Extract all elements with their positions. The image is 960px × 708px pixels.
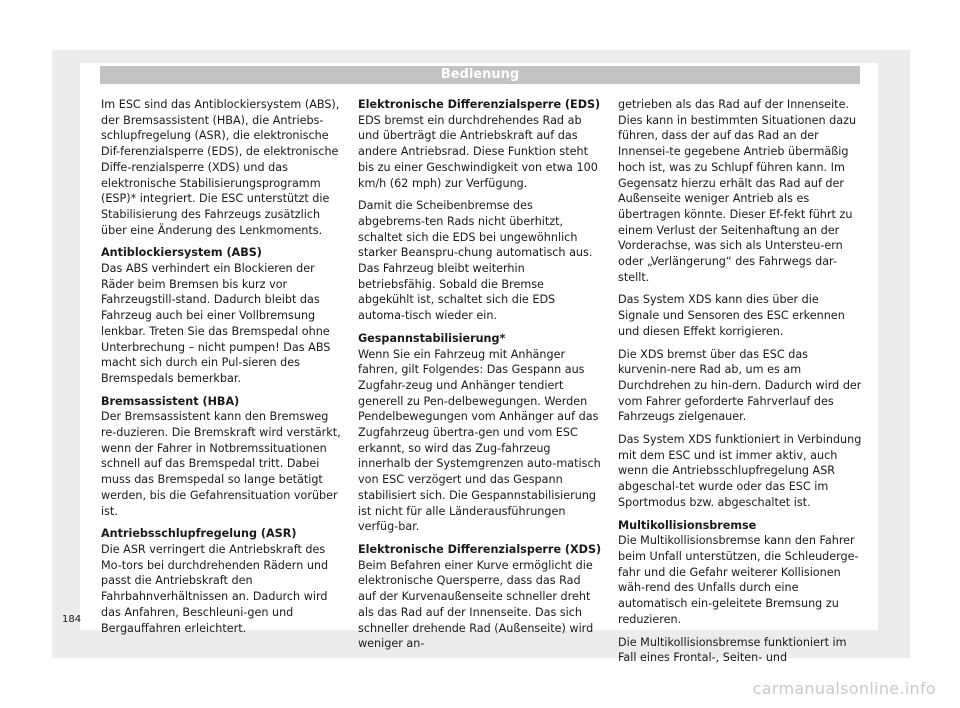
text-column-1 xyxy=(101,97,345,643)
paragraph-mkb-2: Die Multikollisionsbremse funktioniert im Fall eines Frontal-, Seiten- und xyxy=(618,635,847,665)
heading-hba: Bremsassistent (HBA) xyxy=(101,394,240,408)
paragraph-asr: Die ASR verringert die Antriebskraft des Mo-tors bei durchdrehenden Rädern und passt die Antriebskraft den Fahrbahnverhältnissen an. Dadurch wird das Anfahren, Beschleuni-gen und Bergauffahren erleichtert. xyxy=(101,542,329,635)
header-bar xyxy=(100,66,860,84)
text-column-2 xyxy=(358,97,602,659)
watermark: carmanualsonline.info xyxy=(752,679,936,698)
heading-gespann: Gespannstabilisierung* xyxy=(358,331,506,345)
text-column-3 xyxy=(618,97,862,673)
heading-mkb: Multikollisionsbremse xyxy=(618,518,757,532)
paragraph-mkb-1: Die Multikollisionsbremse kann den Fahrer beim Unfall unterstützen, die Schleuderge-fahr und die Gefahr weiterer Kollisionen wäh-rend des Unfalls durch eine automatisch ein-geleitete Bremsung zu reduzieren. xyxy=(618,534,859,626)
heading-xds: Elektronische Differenzialsperre (XDS) xyxy=(358,542,602,556)
paragraph-xds-3: Die XDS bremst über das ESC das kurvenin-nere Rad ab, um es am Durchdrehen zu hin-dern. Dadurch wird der vom Fahrer geforderte Fahrverlauf des Fahrzeugs zielgenauer. xyxy=(618,347,862,424)
heading-abs: Antiblockiersystem (ABS) xyxy=(101,246,262,260)
paragraph-xds-cont: getrieben als das Rad auf der Innenseite. Dies kann in bestimmten Situationen dazu führen, dass der auf das Rad an der Innensei-te gegebene Antrieb übermäßig hoch ist, was zu Schlupf führen kann. Im Gegensatz hierzu erhält das Rad auf der Außenseite weniger Antrieb als es übertragen könnte. Dieser Ef-fekt führt zu einem Verlust der Seitenhaftung an der Vorderachse, was sich als Untersteu-ern oder „Verlängerung“ des Fahrwegs dar-stellt. xyxy=(618,98,857,284)
paragraph-eds-2: Damit die Scheibenbremse des abgebrems-ten Rads nicht überhitzt, schaltet sich die EDS bei ungewöhnlich starker Beanspru-chung automatisch aus. Das Fahrzeug bleibt weiterhin betriebsfähig. Sobald die Bremse abgekühlt ist, schaltet sich die EDS automa-tisch wieder ein. xyxy=(358,199,593,323)
page-number: 184 xyxy=(62,614,82,625)
paragraph-xds-4: Das System XDS funktioniert in Verbindung mit dem ESC und ist immer aktiv, auch wenn die Antriebsschlupfregelung ASR abgeschal-tet wurde oder das ESC im Sportmodus bzw. abgeschaltet ist. xyxy=(618,433,862,509)
paragraph-abs: Das ABS verhindert ein Blockieren der Räder beim Bremsen bis kurz vor Fahrzeugstill-stand. Dadurch bleibt das Fahrzeug auch bei einer Vollbremsung lenkbar. Treten Sie das Bremspedal ohne Unterbrechung – nicht pumpen! Das ABS macht sich durch ein Pul-sieren des Bremspedals bemerkbar. xyxy=(101,262,331,385)
paragraph-intro: Im ESC sind das Antiblockiersystem (ABS), der Bremsassistent (HBA), die Antriebs-schlupfregelung (ASR), die elektronische Dif-ferenzialsperre (EDS), de elektronische Diffe-renzialsperre (XDS) und das elektronische Stabilisierungsprogramm (ESP)* integriert. Die ESC unterstützt die Stabilisierung des Fahrzeugs zusätzlich über eine Änderung des Lenkmoments. xyxy=(101,98,340,237)
paragraph-xds: Beim Befahren einer Kurve ermöglicht die elektronische Quersperre, dass das Rad auf der Kurvenaußenseite schneller dreht als das Rad auf der Innenseite. Das sich schneller drehende Rad (Außenseite) wird weniger an- xyxy=(358,558,594,651)
paragraph-eds-1: EDS bremst ein durchdrehendes Rad ab und überträgt die Antriebskraft auf das andere Antriebsrad. Diese Funktion steht bis zu einer Geschwindigkeit von etwa 100 km/h (62 mph) zur Verfügung. xyxy=(358,113,598,190)
heading-eds: Elektronische Differenzialsperre (EDS) xyxy=(358,98,601,111)
header-title: Bedienung xyxy=(440,67,520,82)
paragraph-gespann: Wenn Sie ein Fahrzeug mit Anhänger fahren, gilt Folgendes: Das Gespann aus Zugfahr-zeug und Anhänger tendiert generell zu Pen-delbewegungen. Werden Pendelbewegungen vom Anhänger auf das Zugfahrzeug übertra-gen und vom ESC erkannt, so wird das Zug-fahrzeug innerhalb der Systemgrenzen auto-matisch von ESC verzögert und das Gespann stabilisiert sich. Die Gespannstabilisierung ist nicht für alle Länderausführungen verfüg-bar. xyxy=(358,347,601,534)
heading-asr: Antriebsschlupfregelung (ASR) xyxy=(101,527,297,541)
paragraph-xds-2: Das System XDS kann dies über die Signale und Sensoren des ESC erkennen und diesen Effekt korrigieren. xyxy=(618,293,845,338)
paragraph-hba: Der Bremsassistent kann den Bremsweg re-duzieren. Die Bremskraft wird verstärkt, wenn der Fahrer in Notbremssituationen schnell auf das Bremspedal tritt. Dabei muss das Bremspedal so lange betätigt werden, bis die Gefahrensituation vorüber ist. xyxy=(101,410,341,518)
